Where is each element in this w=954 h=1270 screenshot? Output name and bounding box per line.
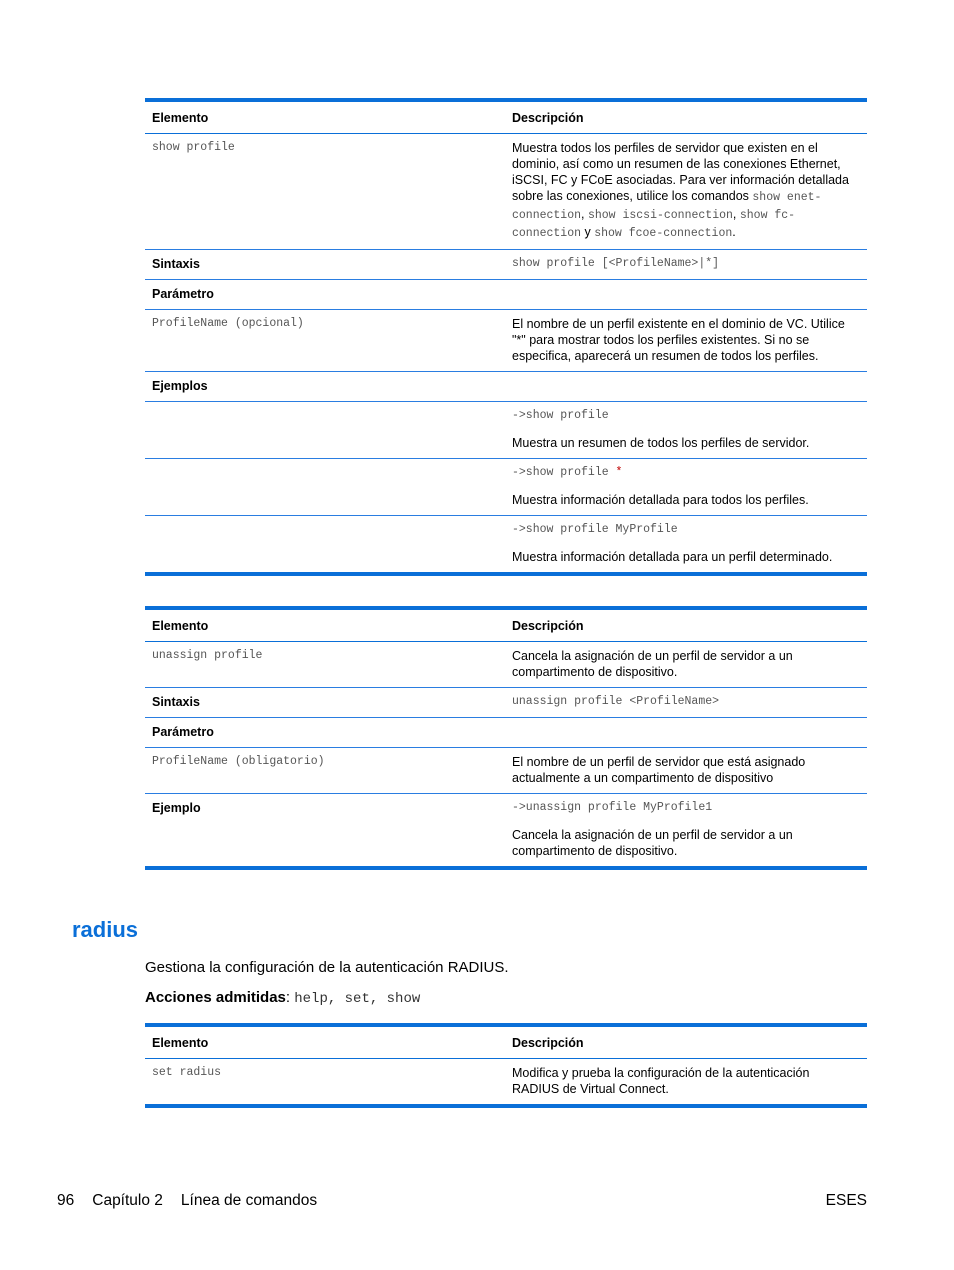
table-row: [145, 459, 867, 516]
header-description: Descripción: [505, 1025, 867, 1059]
table-row: [145, 372, 867, 402]
header-element: Elemento: [145, 1025, 505, 1059]
header-description: Descripción: [505, 608, 867, 642]
example-code: ->show profile *: [512, 466, 623, 479]
header-description: Descripción: [505, 100, 867, 134]
table-header-row: [145, 1025, 867, 1059]
example-description: Cancela la asignación de un perfil de servidor a un compartimento de dispositivo.: [512, 828, 793, 858]
example-description: Muestra información detallada para todos los perfiles.: [512, 493, 809, 507]
table-row: [145, 718, 867, 748]
chapter-title: Línea de comandos: [180, 1192, 318, 1209]
actions-label: Acciones admitidas: [145, 989, 286, 1006]
example-item: [505, 794, 867, 869]
table-header-row: [145, 100, 867, 134]
command-description: Cancela la asignación de un perfil de servidor a un compartimento de dispositivo.: [505, 642, 867, 688]
table-row: [145, 402, 867, 459]
parameter-label: Parámetro: [145, 718, 505, 748]
set-radius-table: [145, 1023, 867, 1108]
command-name: unassign profile: [145, 642, 505, 688]
table-row: [145, 688, 867, 718]
table-header-row: [145, 608, 867, 642]
parameter-description: El nombre de un perfil existente en el dominio de VC. Utilice "*" para mostrar todos los perfiles existentes. Si no se especifica, aparecerá un resumen de todos los perfiles.: [505, 310, 867, 372]
example-item: [505, 516, 867, 575]
syntax-value: unassign profile <ProfileName>: [505, 688, 867, 718]
section-title: radius: [72, 917, 139, 942]
header-element: Elemento: [145, 608, 505, 642]
table-row: [145, 310, 867, 372]
example-description: Muestra información detallada para un perfil determinado.: [512, 550, 833, 564]
example-code: ->unassign profile MyProfile1: [512, 801, 713, 814]
syntax-label: Sintaxis: [145, 250, 505, 280]
show-profile-table: [145, 98, 867, 576]
parameter-description: El nombre de un perfil de servidor que está asignado actualmente a un compartimento de dispositivo: [505, 748, 867, 794]
table-row: [145, 1059, 867, 1107]
example-label: Ejemplo: [152, 801, 201, 815]
command-description: Modifica y prueba la configuración de la autenticación RADIUS de Virtual Connect.: [512, 1066, 810, 1096]
actions-list: help, set, show: [294, 991, 421, 1007]
examples-label: Ejemplos: [145, 372, 505, 402]
command-description: Muestra todos los perfiles de servidor que existen en el dominio, así como un resumen de las conexiones Ethernet, iSCSI, FC y FCoE asociadas. Para ver información detallada sobre las conexiones, utilice los comandos show enet-connection, show iscsi-connection, show fc-connection y show fcoe-connection.: [505, 134, 867, 250]
unassign-profile-table: [145, 606, 867, 870]
table-row: [145, 516, 867, 575]
locale-code: ESES: [825, 1192, 867, 1209]
example-code: ->show profile MyProfile: [512, 523, 678, 536]
example-item: [505, 402, 867, 459]
page-footer: [57, 1192, 317, 1210]
syntax-value: show profile [<ProfileName>|*]: [505, 250, 867, 280]
section-intro: Gestiona la configuración de la autenticación RADIUS.: [145, 959, 509, 976]
chapter-label: Capítulo 2: [92, 1192, 163, 1209]
example-description: Muestra un resumen de todos los perfiles de servidor.: [512, 436, 810, 450]
supported-actions: Acciones admitidas: help, set, show: [145, 989, 421, 1007]
wildcard-marker: *: [608, 466, 623, 479]
table-row: [145, 748, 867, 794]
command-name: show profile: [145, 134, 505, 250]
page-number: 96: [57, 1192, 75, 1209]
parameter-name: ProfileName (opcional): [145, 310, 505, 372]
example-item: [505, 459, 867, 516]
parameter-label: Parámetro: [145, 280, 505, 310]
table-row: [145, 794, 867, 869]
command-name: set radius: [152, 1066, 222, 1079]
example-code: ->show profile: [512, 409, 609, 422]
syntax-label: Sintaxis: [145, 688, 505, 718]
table-row: [145, 642, 867, 688]
table-row: [145, 134, 867, 250]
header-element: Elemento: [145, 100, 505, 134]
table-row: [145, 280, 867, 310]
parameter-name: ProfileName (obligatorio): [145, 748, 505, 794]
table-row: [145, 250, 867, 280]
